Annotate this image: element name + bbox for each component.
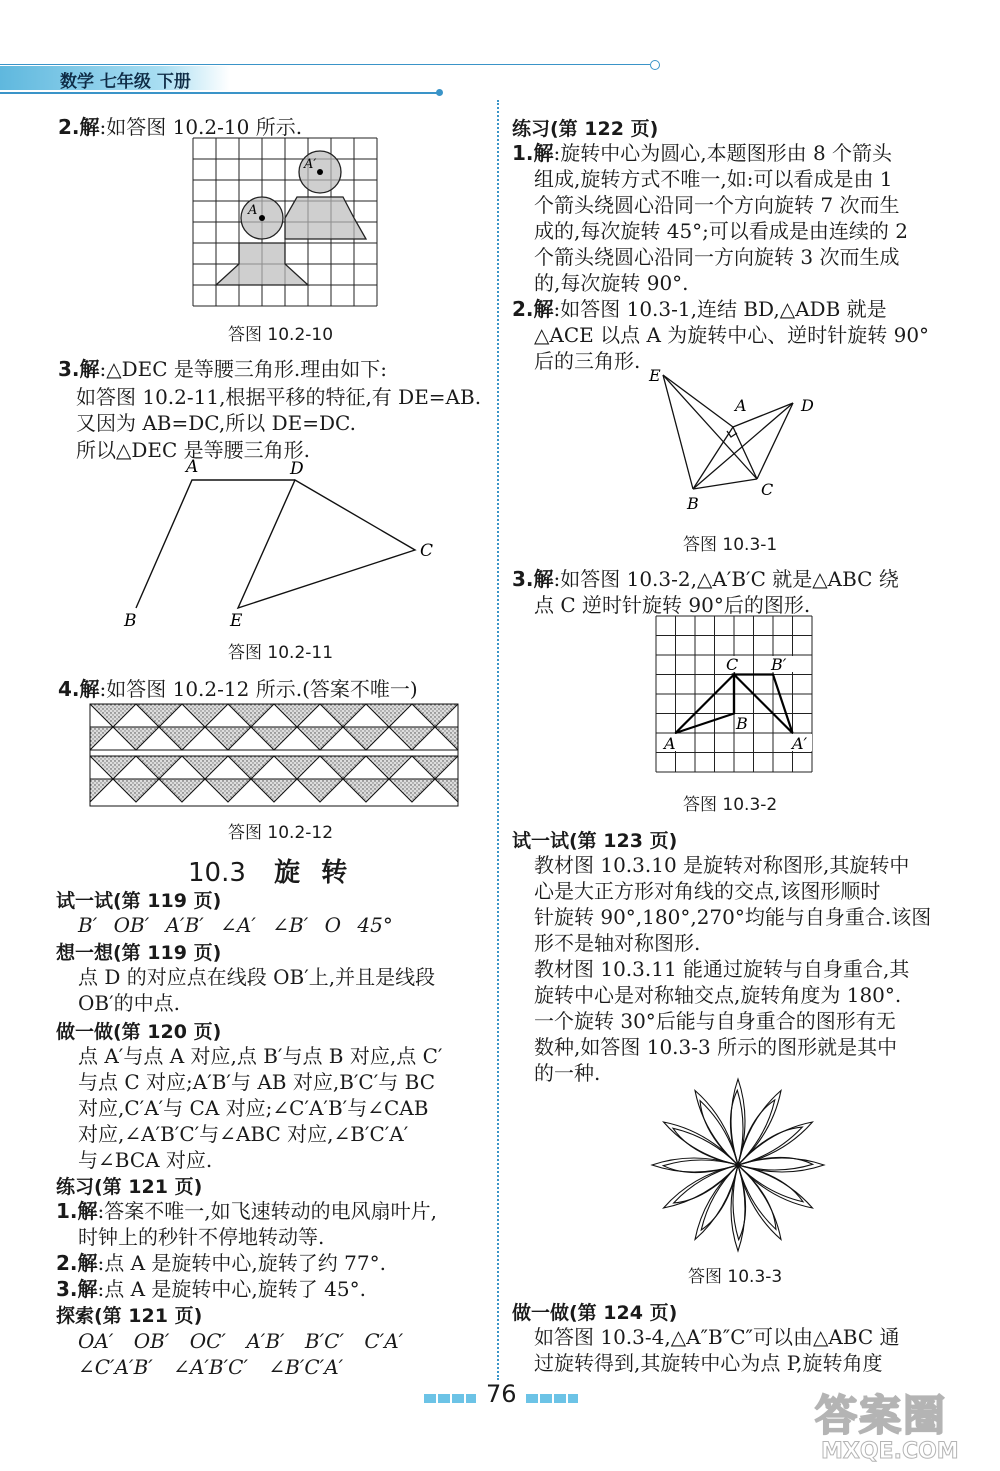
try119-heading: 试一试(第 119 页)	[56, 890, 222, 912]
figure-10-3-2	[656, 616, 816, 776]
header-label: 数学 七年级 下册	[60, 72, 191, 92]
ex122-a2-line2: △ACE 以点 A 为旋转中心、逆时针旋转 90°	[534, 323, 930, 347]
think119-heading: 想一想(第 119 页)	[56, 942, 222, 964]
try123-line5: 教材图 10.3.11 能通过旋转与自身重合,其	[534, 957, 910, 981]
label-E: E	[230, 611, 243, 631]
try123-line6: 旋转中心是对称轴交点,旋转角度为 180°.	[534, 983, 902, 1007]
ex122-a2-line1: 2.解:如答图 10.3-1,连结 BD,△ADB 就是	[512, 297, 887, 321]
do120-line3: 对应,C′A′与 CA 对应;∠C′A′B′与∠CAB	[78, 1096, 429, 1120]
ex121-a1-line2: 时钟上的秒针不停地转动等.	[78, 1225, 325, 1249]
caption-10-2-11: 答图 10.2-11	[228, 643, 334, 663]
figure-10-2-12	[90, 704, 465, 808]
ex121-heading: 练习(第 121 页)	[56, 1176, 203, 1198]
do120-line2: 与点 C 对应;A′B′与 AB 对应,B′C′与 BC	[78, 1070, 436, 1094]
caption-10-3-3: 答图 10.3-3	[688, 1267, 783, 1287]
caption-10-3-1: 答图 10.3-1	[683, 535, 778, 555]
do120-line5: 与∠BCA 对应.	[78, 1148, 213, 1172]
header-dot-icon	[650, 60, 660, 70]
header-dot2-icon	[436, 89, 443, 96]
try119-answers: B′ OB′ A′B′ ∠A′ ∠B′ O 45°	[78, 913, 393, 937]
ex122-a1-line4: 成的,每次旋转 45°;可以看成是由连续的 2	[534, 219, 908, 243]
try123-line2: 心是大正方形对角线的交点,该图形顺时	[534, 879, 881, 903]
figure-10-3-3	[648, 1075, 828, 1255]
try123-heading: 试一试(第 123 页)	[512, 830, 678, 852]
page-number-decor-right	[526, 1394, 578, 1403]
svg-text:A: A	[248, 203, 258, 218]
q3-line2: 如答图 10.2-11,根据平移的特征,有 DE=AB.	[76, 385, 482, 409]
caption-10-2-10: 答图 10.2-10	[228, 325, 334, 345]
label-C: C	[420, 541, 434, 561]
explore121-line2: ∠C′A′B′ ∠A′B′C′ ∠B′C′A′	[78, 1355, 344, 1379]
header-rule	[0, 64, 650, 65]
try123-line3: 针旋转 90°,180°,270°均能与自身重合.该图	[534, 905, 932, 929]
page-number: 76	[486, 1380, 517, 1408]
svg-text:B: B	[687, 494, 699, 513]
q3-line4: 所以△DEC 是等腰三角形.	[76, 438, 311, 462]
try123-line7: 一个旋转 30°后能与自身重合的图形有无	[534, 1009, 896, 1033]
ex122-a3-line1: 3.解:如答图 10.3-2,△A′B′C 就是△ABC 绕	[512, 567, 899, 591]
svg-text:A: A	[664, 734, 676, 753]
ex121-a1-line1: 1.解:答案不唯一,如飞速转动的电风扇叶片,	[56, 1199, 437, 1223]
section-title: 10.3 旋 转	[188, 858, 354, 888]
svg-text:A′: A′	[304, 157, 317, 172]
try123-line4: 形不是轴对称图形.	[534, 931, 701, 955]
explore121-line1: OA′ OB′ OC′ A′B′ B′C′ C′A′	[78, 1329, 404, 1353]
ex122-a1-line5: 个箭头绕圆心沿同一方向旋转 3 次而生成	[534, 245, 900, 269]
think119-line2: OB′的中点.	[78, 991, 180, 1015]
ex121-a3: 3.解:点 A 是旋转中心,旋转了 45°.	[56, 1277, 366, 1301]
do120-line4: 对应,∠A′B′C′与∠ABC 对应,∠B′C′A′	[78, 1122, 409, 1146]
ex122-a1-line3: 个箭头绕圆心沿同一个方向旋转 7 次而生	[534, 193, 900, 217]
label-D: D	[290, 459, 304, 479]
figure-10-3-1	[645, 365, 835, 515]
q2-line: 2.解:如答图 10.2-10 所示.	[58, 115, 303, 139]
caption-10-2-12: 答图 10.2-12	[228, 823, 334, 843]
caption-10-3-2: 答图 10.3-2	[683, 795, 778, 815]
header-rule-bottom	[0, 92, 440, 94]
do124-line2: 过旋转得到,其旋转中心为点 P,旋转角度	[534, 1351, 883, 1375]
try123-line8: 数种,如答图 10.3-3 所示的图形就是其中	[534, 1035, 898, 1059]
column-divider	[497, 100, 499, 1380]
ex122-a1-line2: 组成,旋转方式不唯一,如:可以看成是由 1	[534, 167, 893, 191]
svg-text:A: A	[735, 396, 747, 415]
ex122-a1-line1: 1.解:旋转中心为圆心,本题图形由 8 个箭头	[512, 141, 893, 165]
ex122-a2-line3: 后的三角形.	[534, 349, 641, 373]
q3-line3: 又因为 AB=DC,所以 DE=DC.	[76, 411, 356, 435]
svg-text:C: C	[761, 480, 774, 499]
label-B: B	[124, 611, 137, 631]
ex122-a1-line6: 的,每次旋转 90°.	[534, 271, 689, 295]
do124-line1: 如答图 10.3-4,△A″B″C″可以由△ABC 通	[534, 1325, 900, 1349]
do120-line1: 点 A′与点 A 对应,点 B′与点 B 对应,点 C′	[78, 1044, 443, 1068]
ex122-a3-line2: 点 C 逆时针旋转 90°后的图形.	[534, 593, 811, 617]
try123-line9: 的一种.	[534, 1061, 601, 1085]
header-bar	[0, 62, 660, 94]
figure-10-2-11	[120, 457, 440, 635]
try123-line1: 教材图 10.3.10 是旋转对称图形,其旋转中	[534, 853, 910, 877]
explore121-heading: 探索(第 121 页)	[56, 1305, 203, 1327]
figure-10-2-10	[193, 138, 378, 308]
label-A: A	[186, 457, 199, 477]
watermark-logo: 答案圈 MXQE.COM	[815, 1391, 959, 1464]
q3-line1: 3.解:△DEC 是等腰三角形.理由如下:	[58, 357, 388, 381]
do124-heading: 做一做(第 124 页)	[512, 1302, 678, 1324]
svg-text:A′: A′	[792, 734, 808, 753]
do120-heading: 做一做(第 120 页)	[56, 1021, 222, 1043]
q4-line: 4.解:如答图 10.2-12 所示.(答案不唯一)	[58, 677, 418, 701]
svg-text:C: C	[726, 655, 739, 674]
svg-text:B′: B′	[771, 655, 787, 674]
ex121-a2: 2.解:点 A 是旋转中心,旋转了约 77°.	[56, 1251, 386, 1275]
think119-line1: 点 D 的对应点在线段 OB′上,并且是线段	[78, 965, 436, 989]
ex122-heading: 练习(第 122 页)	[512, 118, 659, 140]
svg-text:B: B	[736, 714, 748, 733]
svg-text:D: D	[801, 396, 814, 415]
svg-text:E: E	[649, 366, 661, 385]
page-number-decor-left	[424, 1394, 476, 1403]
